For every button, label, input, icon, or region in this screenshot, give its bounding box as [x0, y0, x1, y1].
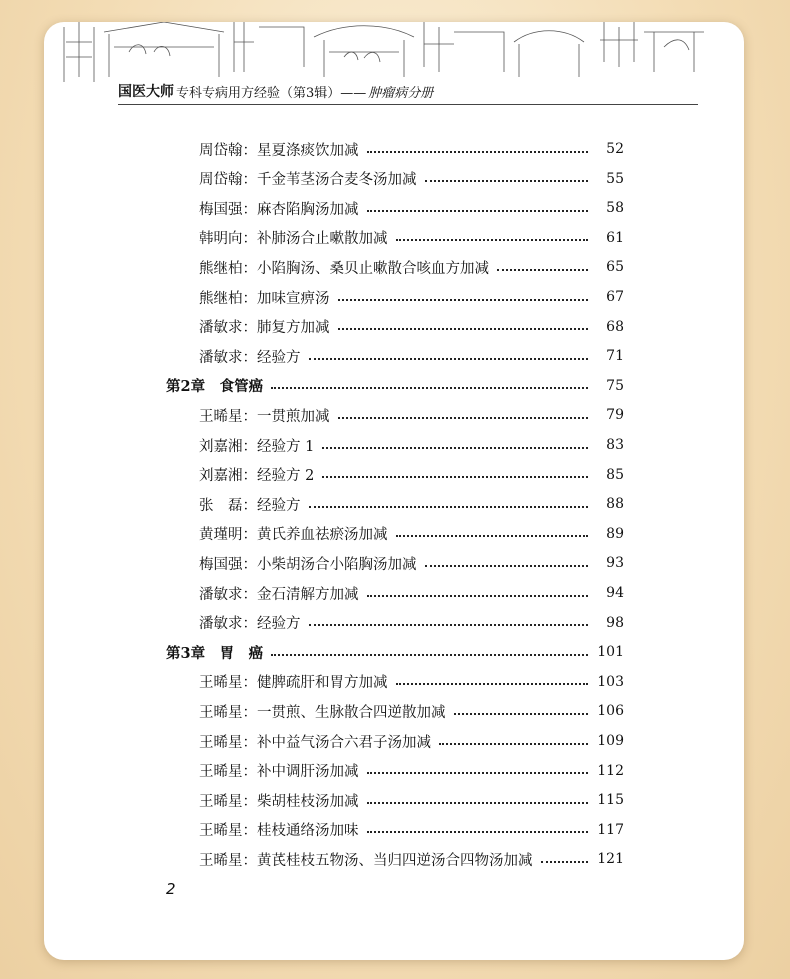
toc-leader-dots	[338, 298, 589, 301]
toc-chapter-title: 第3章 胃 癌	[166, 644, 264, 662]
toc-entry-row	[44, 726, 744, 756]
ink-illustration-banner	[44, 22, 744, 82]
toc-page-number: 65	[606, 259, 624, 276]
toc-entry-title: 王晞星：柴胡桂枝汤加减	[199, 793, 359, 810]
toc-entry-title: 王晞星：一贯煎、生脉散合四逆散加减	[199, 704, 446, 721]
page-number: 2	[166, 880, 176, 898]
toc-entry-title: 潘敏求：经验方	[199, 349, 301, 366]
header-title: 专科专病用方经验（第3辑）——	[176, 85, 367, 101]
toc-leader-dots	[396, 534, 589, 537]
toc-page-number: 112	[597, 762, 624, 779]
toc-entry-title: 潘敏求：金石清解方加减	[199, 586, 359, 603]
toc-entry-row	[44, 696, 744, 726]
header-divider	[118, 104, 698, 105]
toc-leader-dots	[425, 564, 589, 567]
toc-page-number: 93	[606, 555, 624, 572]
toc-page-number: 109	[597, 733, 624, 749]
toc-entry-row	[44, 400, 744, 430]
toc-leader-dots	[367, 830, 589, 833]
toc-entry-title: 王晞星：补中调肝汤加减	[199, 764, 359, 781]
toc-entry-title: 王晞星：补中益气汤合六君子汤加减	[199, 734, 431, 751]
toc-entry-row	[44, 578, 744, 608]
toc-page-number: 61	[606, 229, 624, 246]
toc-leader-dots	[367, 150, 589, 153]
toc-entry-row	[44, 608, 744, 638]
toc-entry-title: 周岱翰：千金苇茎汤合麦冬汤加减	[199, 172, 417, 189]
toc-entry-title: 韩明向：补肺汤合止嗽散加减	[199, 231, 388, 248]
toc-entry-row	[44, 844, 744, 874]
toc-entry-row	[44, 252, 744, 282]
toc-leader-dots	[367, 209, 589, 212]
toc-entry-row	[44, 519, 744, 549]
toc-page-number: 94	[606, 585, 624, 601]
toc-entry-row	[44, 667, 744, 697]
toc-leader-dots	[271, 386, 588, 389]
toc-leader-dots	[322, 446, 588, 449]
toc-page-number: 103	[597, 673, 624, 690]
toc-page-number: 79	[606, 407, 624, 424]
toc-leader-dots	[271, 653, 588, 656]
toc-page-number: 115	[597, 792, 624, 809]
toc-page-number: 55	[606, 170, 624, 187]
toc-entry-row	[44, 341, 744, 371]
toc-entry-row	[44, 282, 744, 312]
toc-page-number: 106	[597, 703, 624, 720]
toc-entry-title: 周岱翰：星夏涤痰饮加减	[199, 142, 359, 159]
toc-leader-dots	[309, 505, 589, 508]
toc-leader-dots	[309, 357, 589, 360]
toc-leader-dots	[367, 594, 589, 597]
toc-entry-title: 潘敏求：肺复方加减	[199, 320, 330, 337]
toc-leader-dots	[439, 742, 588, 745]
toc-leader-dots	[541, 860, 589, 863]
toc-page-number: 75	[606, 377, 624, 394]
running-header	[118, 80, 433, 102]
toc-page-number: 101	[597, 644, 624, 661]
toc-entry-title: 黄瑾明：黄氏养血祛瘀汤加减	[199, 527, 388, 544]
toc-leader-dots	[338, 416, 589, 419]
toc-entry-row	[44, 460, 744, 490]
toc-page-number: 121	[597, 851, 624, 868]
toc-page-number: 88	[606, 496, 624, 513]
toc-entry-title: 熊继柏：小陷胸汤、桑贝止嗽散合咳血方加减	[199, 260, 489, 277]
toc-entry-row	[44, 134, 744, 164]
toc-leader-dots	[497, 268, 588, 271]
toc-entry-row	[44, 785, 744, 815]
toc-page-number: 58	[606, 200, 624, 217]
toc-entry-title: 王晞星：一贯煎加减	[199, 408, 330, 425]
toc-entry-row	[44, 756, 744, 786]
toc-page-number: 85	[606, 466, 624, 483]
toc-entry-title: 梅国强：小柴胡汤合小陷胸汤加减	[199, 556, 417, 573]
toc-entry-title: 王晞星：桂枝通络汤加味	[199, 823, 359, 840]
toc-page-number: 67	[606, 289, 624, 305]
toc-entry-row	[44, 489, 744, 519]
toc-chapter-row	[44, 637, 744, 667]
toc-leader-dots	[338, 327, 589, 330]
toc-entry-row	[44, 548, 744, 578]
toc-entry-title: 刘嘉湘：经验方 1	[199, 438, 315, 455]
toc-page-number: 83	[606, 437, 624, 453]
toc-entry-row	[44, 164, 744, 194]
toc-leader-dots	[322, 475, 588, 478]
toc-entry-title: 王晞星：黄芪桂枝五物汤、当归四逆汤合四物汤加减	[199, 852, 533, 869]
toc-leader-dots	[367, 771, 589, 774]
toc-page-number: 89	[606, 525, 624, 542]
toc-page-number: 68	[606, 318, 624, 335]
toc-entry-row	[44, 193, 744, 223]
toc-entry-title: 潘敏求：经验方	[199, 616, 301, 633]
toc-page-number: 52	[606, 141, 624, 157]
toc-leader-dots	[309, 623, 589, 626]
toc-entry-title: 张 磊：经验方	[199, 497, 301, 514]
toc-entry-row	[44, 815, 744, 845]
toc-leader-dots	[396, 238, 589, 241]
toc-entry-title: 刘嘉湘：经验方 2	[199, 468, 315, 485]
toc-entry-row	[44, 312, 744, 342]
header-brand: 国医大师	[118, 84, 174, 100]
toc-entry-title: 熊继柏：加味宣痹汤	[199, 290, 330, 307]
toc-entry-row	[44, 223, 744, 253]
toc-page-number: 117	[597, 821, 624, 838]
header-subtitle: 肿瘤病分册	[368, 85, 434, 101]
toc-entry-title: 梅国强：麻杏陷胸汤加减	[199, 201, 359, 218]
toc-chapter-row	[44, 371, 744, 401]
toc-leader-dots	[396, 682, 589, 685]
toc-chapter-title: 第2章 食管癌	[166, 378, 264, 396]
toc-page-number: 98	[606, 614, 624, 631]
toc-leader-dots	[367, 801, 589, 804]
toc-entry-title: 王晞星：健脾疏肝和胃方加减	[199, 675, 388, 692]
toc-leader-dots	[454, 712, 589, 715]
toc-page-number: 71	[606, 348, 624, 365]
toc-entry-row	[44, 430, 744, 460]
toc-leader-dots	[425, 179, 589, 182]
book-page	[44, 22, 744, 960]
